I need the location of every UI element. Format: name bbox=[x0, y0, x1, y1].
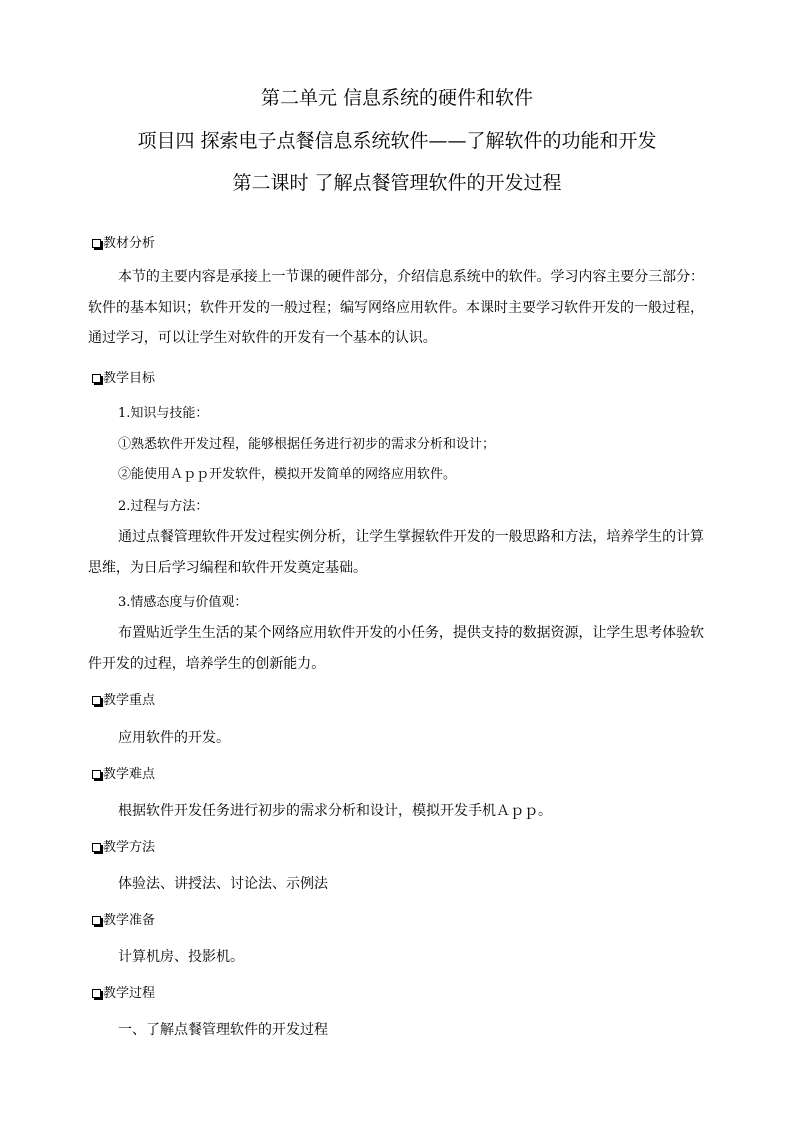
section-heading-difficulties: 教学难点 bbox=[92, 766, 155, 784]
section-heading-objectives: 教学目标 bbox=[92, 370, 155, 388]
objective-3-paragraph: 布置贴近学生生活的某个网络应用软件开发的小任务，提供支持的数据资源，让学生思考体验软件开发的过程，培养学生的创新能力。 bbox=[88, 625, 704, 672]
objective-1-item-b: ②能使用Ａｐｐ开发软件，模拟开发简单的网络应用软件。 bbox=[118, 467, 457, 482]
difficulties-text: 根据软件开发任务进行初步的需求分析和设计，模拟开发手机Ａｐｐ。 bbox=[118, 803, 552, 819]
section-heading-textbook-analysis: 教材分析 bbox=[92, 235, 155, 253]
checkbox-bullet-icon bbox=[92, 696, 101, 705]
section-heading-methods: 教学方法 bbox=[92, 839, 155, 857]
textbook-analysis-paragraph: 本节的主要内容是承接上一节课的硬件部分，介绍信息系统中的软件。学习内容主要分三部分：软件的基本知识；软件开发的一般过程；编写网络应用软件。本课时主要学习软件开发的一般过程，通过学习，可以让学生对软件的开发有一个基本的认识。 bbox=[88, 269, 704, 346]
objective-2-label: 2.过程与方法： bbox=[118, 499, 209, 514]
project-title: 项目四 探索电子点餐信息系统软件——了解软件的功能和开发 bbox=[137, 130, 657, 152]
unit-title: 第二单元 信息系统的硬件和软件 bbox=[260, 87, 534, 109]
checkbox-bullet-icon bbox=[92, 843, 101, 852]
preparation-text: 计算机房、投影机。 bbox=[118, 949, 244, 965]
objective-1-item-a: ①熟悉软件开发过程，能够根据任务进行初步的需求分析和设计； bbox=[118, 437, 496, 452]
objective-2-paragraph: 通过点餐管理软件开发过程实例分析，让学生掌握软件开发的一般思路和方法，培养学生的计算思维，为日后学习编程和软件开发奠定基础。 bbox=[88, 529, 704, 576]
checkbox-bullet-icon bbox=[92, 374, 101, 383]
key-points-text: 应用软件的开发。 bbox=[118, 730, 230, 746]
objective-1-label: 1.知识与技能： bbox=[118, 406, 209, 421]
section-heading-preparation: 教学准备 bbox=[92, 912, 155, 930]
process-step-1: 一、了解点餐管理软件的开发过程 bbox=[118, 1022, 328, 1038]
section-heading-key-points: 教学重点 bbox=[92, 692, 155, 710]
section-heading-process: 教学过程 bbox=[92, 985, 155, 1003]
checkbox-bullet-icon bbox=[92, 770, 101, 779]
checkbox-bullet-icon bbox=[92, 989, 101, 998]
methods-text: 体验法、讲授法、讨论法、示例法 bbox=[118, 876, 328, 892]
objective-3-label: 3.情感态度与价值观： bbox=[118, 595, 248, 610]
checkbox-bullet-icon bbox=[92, 239, 101, 248]
lesson-title: 第二课时 了解点餐管理软件的开发过程 bbox=[232, 172, 562, 194]
checkbox-bullet-icon bbox=[92, 916, 101, 925]
